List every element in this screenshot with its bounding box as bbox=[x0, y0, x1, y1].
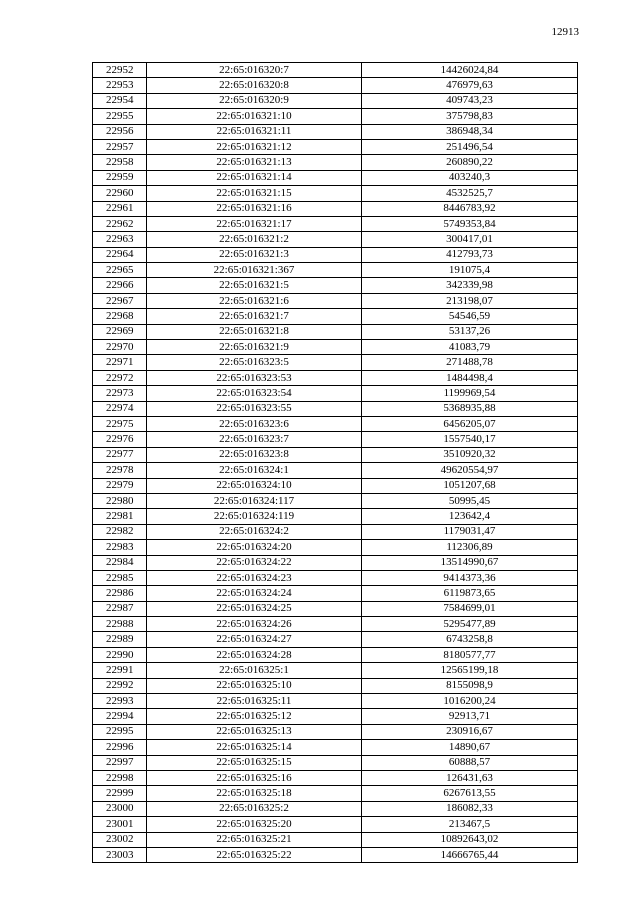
cadastral-value-cell: 9414373,36 bbox=[362, 570, 578, 585]
cadastral-number-cell: 22:65:016325:21 bbox=[147, 832, 362, 847]
cadastral-value-cell: 60888,57 bbox=[362, 755, 578, 770]
table-row bbox=[93, 632, 578, 647]
cadastral-number-cell: 22:65:016324:20 bbox=[147, 540, 362, 555]
row-number-cell: 22976 bbox=[93, 432, 147, 447]
table-row bbox=[93, 663, 578, 678]
cadastral-value-cell: 14426024,84 bbox=[362, 63, 578, 78]
row-number-cell: 22963 bbox=[93, 232, 147, 247]
cadastral-value-cell: 386948,34 bbox=[362, 124, 578, 139]
table-row bbox=[93, 586, 578, 601]
row-number-cell: 22987 bbox=[93, 601, 147, 616]
cadastral-value-cell: 6456205,07 bbox=[362, 416, 578, 431]
table-row bbox=[93, 447, 578, 462]
cadastral-value-cell: 14666765,44 bbox=[362, 847, 578, 862]
table-row bbox=[93, 493, 578, 508]
row-number-cell: 22965 bbox=[93, 263, 147, 278]
cadastral-value-cell: 41083,79 bbox=[362, 340, 578, 355]
cadastral-number-cell: 22:65:016321:11 bbox=[147, 124, 362, 139]
table-row bbox=[93, 63, 578, 78]
table-row bbox=[93, 124, 578, 139]
row-number-cell: 22988 bbox=[93, 617, 147, 632]
table-row bbox=[93, 170, 578, 185]
cadastral-value-cell: 5368935,88 bbox=[362, 401, 578, 416]
row-number-cell: 22981 bbox=[93, 509, 147, 524]
cadastral-number-cell: 22:65:016321:8 bbox=[147, 324, 362, 339]
cadastral-number-cell: 22:65:016324:27 bbox=[147, 632, 362, 647]
table-row bbox=[93, 770, 578, 785]
row-number-cell: 22982 bbox=[93, 524, 147, 539]
cadastral-number-cell: 22:65:016325:20 bbox=[147, 817, 362, 832]
table-row bbox=[93, 570, 578, 585]
table-row bbox=[93, 386, 578, 401]
row-number-cell: 22975 bbox=[93, 416, 147, 431]
table-row bbox=[93, 109, 578, 124]
table-row bbox=[93, 601, 578, 616]
cadastral-number-cell: 22:65:016321:17 bbox=[147, 216, 362, 231]
row-number-cell: 22983 bbox=[93, 540, 147, 555]
cadastral-number-cell: 22:65:016323:6 bbox=[147, 416, 362, 431]
row-number-cell: 22956 bbox=[93, 124, 147, 139]
table-row bbox=[93, 201, 578, 216]
cadastral-number-cell: 22:65:016321:12 bbox=[147, 139, 362, 154]
table-row bbox=[93, 617, 578, 632]
row-number-cell: 22971 bbox=[93, 355, 147, 370]
row-number-cell: 22995 bbox=[93, 724, 147, 739]
cadastral-value-cell: 5295477,89 bbox=[362, 617, 578, 632]
table-row bbox=[93, 370, 578, 385]
table-row bbox=[93, 340, 578, 355]
table-row bbox=[93, 478, 578, 493]
row-number-cell: 22999 bbox=[93, 786, 147, 801]
cadastral-value-cell: 14890,67 bbox=[362, 740, 578, 755]
cadastral-number-cell: 22:65:016325:18 bbox=[147, 786, 362, 801]
cadastral-number-cell: 22:65:016320:9 bbox=[147, 93, 362, 108]
table-row bbox=[93, 93, 578, 108]
cadastral-number-cell: 22:65:016321:5 bbox=[147, 278, 362, 293]
cadastral-value-cell: 6743258,8 bbox=[362, 632, 578, 647]
cadastral-number-cell: 22:65:016325:13 bbox=[147, 724, 362, 739]
cadastral-value-cell: 92913,71 bbox=[362, 709, 578, 724]
row-number-cell: 22970 bbox=[93, 340, 147, 355]
cadastral-number-cell: 22:65:016321:10 bbox=[147, 109, 362, 124]
table-row bbox=[93, 186, 578, 201]
table-row bbox=[93, 247, 578, 262]
cadastral-value-cell: 8446783,92 bbox=[362, 201, 578, 216]
table-row bbox=[93, 724, 578, 739]
row-number-cell: 22964 bbox=[93, 247, 147, 262]
table-row bbox=[93, 678, 578, 693]
table-row bbox=[93, 232, 578, 247]
row-number-cell: 22989 bbox=[93, 632, 147, 647]
cadastral-value-cell: 300417,01 bbox=[362, 232, 578, 247]
cadastral-value-cell: 54546,59 bbox=[362, 309, 578, 324]
row-number-cell: 22990 bbox=[93, 647, 147, 662]
row-number-cell: 22991 bbox=[93, 663, 147, 678]
cadastral-value-cell: 213467,5 bbox=[362, 817, 578, 832]
cadastral-number-cell: 22:65:016325:1 bbox=[147, 663, 362, 678]
cadastral-number-cell: 22:65:016321:16 bbox=[147, 201, 362, 216]
cadastral-value-cell: 476979,63 bbox=[362, 78, 578, 93]
cadastral-value-cell: 6119873,65 bbox=[362, 586, 578, 601]
row-number-cell: 22955 bbox=[93, 109, 147, 124]
cadastral-number-cell: 22:65:016324:26 bbox=[147, 617, 362, 632]
row-number-cell: 22966 bbox=[93, 278, 147, 293]
row-number-cell: 23002 bbox=[93, 832, 147, 847]
row-number-cell: 22980 bbox=[93, 493, 147, 508]
cadastral-number-cell: 22:65:016324:1 bbox=[147, 463, 362, 478]
table-row bbox=[93, 139, 578, 154]
table-row bbox=[93, 832, 578, 847]
row-number-cell: 22993 bbox=[93, 694, 147, 709]
table-row bbox=[93, 509, 578, 524]
table-row bbox=[93, 555, 578, 570]
cadastral-value-cell: 53137,26 bbox=[362, 324, 578, 339]
row-number-cell: 22977 bbox=[93, 447, 147, 462]
cadastral-value-cell: 403240,3 bbox=[362, 170, 578, 185]
row-number-cell: 22986 bbox=[93, 586, 147, 601]
row-number-cell: 22997 bbox=[93, 755, 147, 770]
cadastral-number-cell: 22:65:016324:22 bbox=[147, 555, 362, 570]
cadastral-number-cell: 22:65:016320:8 bbox=[147, 78, 362, 93]
row-number-cell: 22958 bbox=[93, 155, 147, 170]
cadastral-number-cell: 22:65:016323:55 bbox=[147, 401, 362, 416]
table-row bbox=[93, 278, 578, 293]
cadastral-number-cell: 22:65:016321:15 bbox=[147, 186, 362, 201]
cadastral-number-cell: 22:65:016320:7 bbox=[147, 63, 362, 78]
cadastral-value-table bbox=[92, 62, 578, 863]
cadastral-value-cell: 251496,54 bbox=[362, 139, 578, 154]
cadastral-number-cell: 22:65:016325:14 bbox=[147, 740, 362, 755]
cadastral-value-cell: 375798,83 bbox=[362, 109, 578, 124]
cadastral-value-cell: 112306,89 bbox=[362, 540, 578, 555]
row-number-cell: 22967 bbox=[93, 293, 147, 308]
table-body bbox=[93, 63, 578, 863]
cadastral-value-cell: 5749353,84 bbox=[362, 216, 578, 231]
row-number-cell: 22998 bbox=[93, 770, 147, 785]
row-number-cell: 22973 bbox=[93, 386, 147, 401]
row-number-cell: 22978 bbox=[93, 463, 147, 478]
table-row bbox=[93, 709, 578, 724]
cadastral-number-cell: 22:65:016324:28 bbox=[147, 647, 362, 662]
cadastral-number-cell: 22:65:016324:24 bbox=[147, 586, 362, 601]
cadastral-value-cell: 191075,4 bbox=[362, 263, 578, 278]
row-number-cell: 22953 bbox=[93, 78, 147, 93]
row-number-cell: 23001 bbox=[93, 817, 147, 832]
cadastral-value-cell: 186082,33 bbox=[362, 801, 578, 816]
cadastral-value-cell: 1179031,47 bbox=[362, 524, 578, 539]
cadastral-value-cell: 123642,4 bbox=[362, 509, 578, 524]
table-row bbox=[93, 740, 578, 755]
row-number-cell: 22962 bbox=[93, 216, 147, 231]
cadastral-number-cell: 22:65:016323:8 bbox=[147, 447, 362, 462]
cadastral-value-cell: 49620554,97 bbox=[362, 463, 578, 478]
row-number-cell: 22968 bbox=[93, 309, 147, 324]
cadastral-value-cell: 7584699,01 bbox=[362, 601, 578, 616]
table-row bbox=[93, 647, 578, 662]
cadastral-number-cell: 22:65:016321:367 bbox=[147, 263, 362, 278]
cadastral-number-cell: 22:65:016321:6 bbox=[147, 293, 362, 308]
cadastral-number-cell: 22:65:016325:2 bbox=[147, 801, 362, 816]
cadastral-value-cell: 1557540,17 bbox=[362, 432, 578, 447]
table-row bbox=[93, 216, 578, 231]
cadastral-number-cell: 22:65:016321:14 bbox=[147, 170, 362, 185]
cadastral-value-cell: 260890,22 bbox=[362, 155, 578, 170]
cadastral-number-cell: 22:65:016324:10 bbox=[147, 478, 362, 493]
row-number-cell: 22979 bbox=[93, 478, 147, 493]
table-row bbox=[93, 540, 578, 555]
row-number-cell: 22974 bbox=[93, 401, 147, 416]
table-row bbox=[93, 263, 578, 278]
cadastral-value-cell: 8180577,77 bbox=[362, 647, 578, 662]
row-number-cell: 22959 bbox=[93, 170, 147, 185]
cadastral-number-cell: 22:65:016324:2 bbox=[147, 524, 362, 539]
row-number-cell: 22960 bbox=[93, 186, 147, 201]
cadastral-number-cell: 22:65:016324:119 bbox=[147, 509, 362, 524]
table-row bbox=[93, 155, 578, 170]
table-row bbox=[93, 78, 578, 93]
cadastral-number-cell: 22:65:016324:23 bbox=[147, 570, 362, 585]
row-number-cell: 22954 bbox=[93, 93, 147, 108]
cadastral-value-cell: 1051207,68 bbox=[362, 478, 578, 493]
table-row bbox=[93, 801, 578, 816]
row-number-cell: 22985 bbox=[93, 570, 147, 585]
cadastral-number-cell: 22:65:016324:25 bbox=[147, 601, 362, 616]
table-row bbox=[93, 293, 578, 308]
table-row bbox=[93, 401, 578, 416]
cadastral-number-cell: 22:65:016321:2 bbox=[147, 232, 362, 247]
cadastral-value-cell: 50995,45 bbox=[362, 493, 578, 508]
cadastral-value-cell: 342339,98 bbox=[362, 278, 578, 293]
cadastral-value-cell: 1484498,4 bbox=[362, 370, 578, 385]
cadastral-number-cell: 22:65:016325:22 bbox=[147, 847, 362, 862]
cadastral-number-cell: 22:65:016321:7 bbox=[147, 309, 362, 324]
table-row bbox=[93, 847, 578, 862]
cadastral-number-cell: 22:65:016321:3 bbox=[147, 247, 362, 262]
row-number-cell: 22957 bbox=[93, 139, 147, 154]
cadastral-number-cell: 22:65:016325:12 bbox=[147, 709, 362, 724]
table-row bbox=[93, 755, 578, 770]
row-number-cell: 22952 bbox=[93, 63, 147, 78]
cadastral-value-cell: 1016200,24 bbox=[362, 694, 578, 709]
table-row bbox=[93, 463, 578, 478]
cadastral-value-cell: 8155098,9 bbox=[362, 678, 578, 693]
row-number-cell: 22969 bbox=[93, 324, 147, 339]
table-row bbox=[93, 432, 578, 447]
cadastral-number-cell: 22:65:016325:15 bbox=[147, 755, 362, 770]
cadastral-value-cell: 1199969,54 bbox=[362, 386, 578, 401]
cadastral-number-cell: 22:65:016323:5 bbox=[147, 355, 362, 370]
table-row bbox=[93, 416, 578, 431]
cadastral-number-cell: 22:65:016325:10 bbox=[147, 678, 362, 693]
row-number-cell: 23003 bbox=[93, 847, 147, 862]
cadastral-number-cell: 22:65:016323:54 bbox=[147, 386, 362, 401]
cadastral-number-cell: 22:65:016324:117 bbox=[147, 493, 362, 508]
cadastral-value-cell: 409743,23 bbox=[362, 93, 578, 108]
cadastral-number-cell: 22:65:016321:13 bbox=[147, 155, 362, 170]
cadastral-value-cell: 6267613,55 bbox=[362, 786, 578, 801]
cadastral-number-cell: 22:65:016323:7 bbox=[147, 432, 362, 447]
table-row bbox=[93, 524, 578, 539]
cadastral-value-cell: 4532525,7 bbox=[362, 186, 578, 201]
cadastral-value-cell: 10892643,02 bbox=[362, 832, 578, 847]
table-row bbox=[93, 324, 578, 339]
cadastral-number-cell: 22:65:016323:53 bbox=[147, 370, 362, 385]
table-row bbox=[93, 817, 578, 832]
cadastral-number-cell: 22:65:016321:9 bbox=[147, 340, 362, 355]
cadastral-number-cell: 22:65:016325:16 bbox=[147, 770, 362, 785]
table-row bbox=[93, 786, 578, 801]
cadastral-value-cell: 230916,67 bbox=[362, 724, 578, 739]
row-number-cell: 22972 bbox=[93, 370, 147, 385]
row-number-cell: 22996 bbox=[93, 740, 147, 755]
row-number-cell: 23000 bbox=[93, 801, 147, 816]
cadastral-number-cell: 22:65:016325:11 bbox=[147, 694, 362, 709]
row-number-cell: 22984 bbox=[93, 555, 147, 570]
cadastral-value-cell: 412793,73 bbox=[362, 247, 578, 262]
cadastral-value-cell: 3510920,32 bbox=[362, 447, 578, 462]
row-number-cell: 22961 bbox=[93, 201, 147, 216]
cadastral-value-cell: 213198,07 bbox=[362, 293, 578, 308]
table-row bbox=[93, 355, 578, 370]
cadastral-value-cell: 126431,63 bbox=[362, 770, 578, 785]
cadastral-value-cell: 12565199,18 bbox=[362, 663, 578, 678]
row-number-cell: 22994 bbox=[93, 709, 147, 724]
row-number-cell: 22992 bbox=[93, 678, 147, 693]
table-row bbox=[93, 309, 578, 324]
cadastral-value-cell: 271488,78 bbox=[362, 355, 578, 370]
page-number: 12913 bbox=[551, 26, 579, 38]
cadastral-value-cell: 13514990,67 bbox=[362, 555, 578, 570]
table-row bbox=[93, 694, 578, 709]
